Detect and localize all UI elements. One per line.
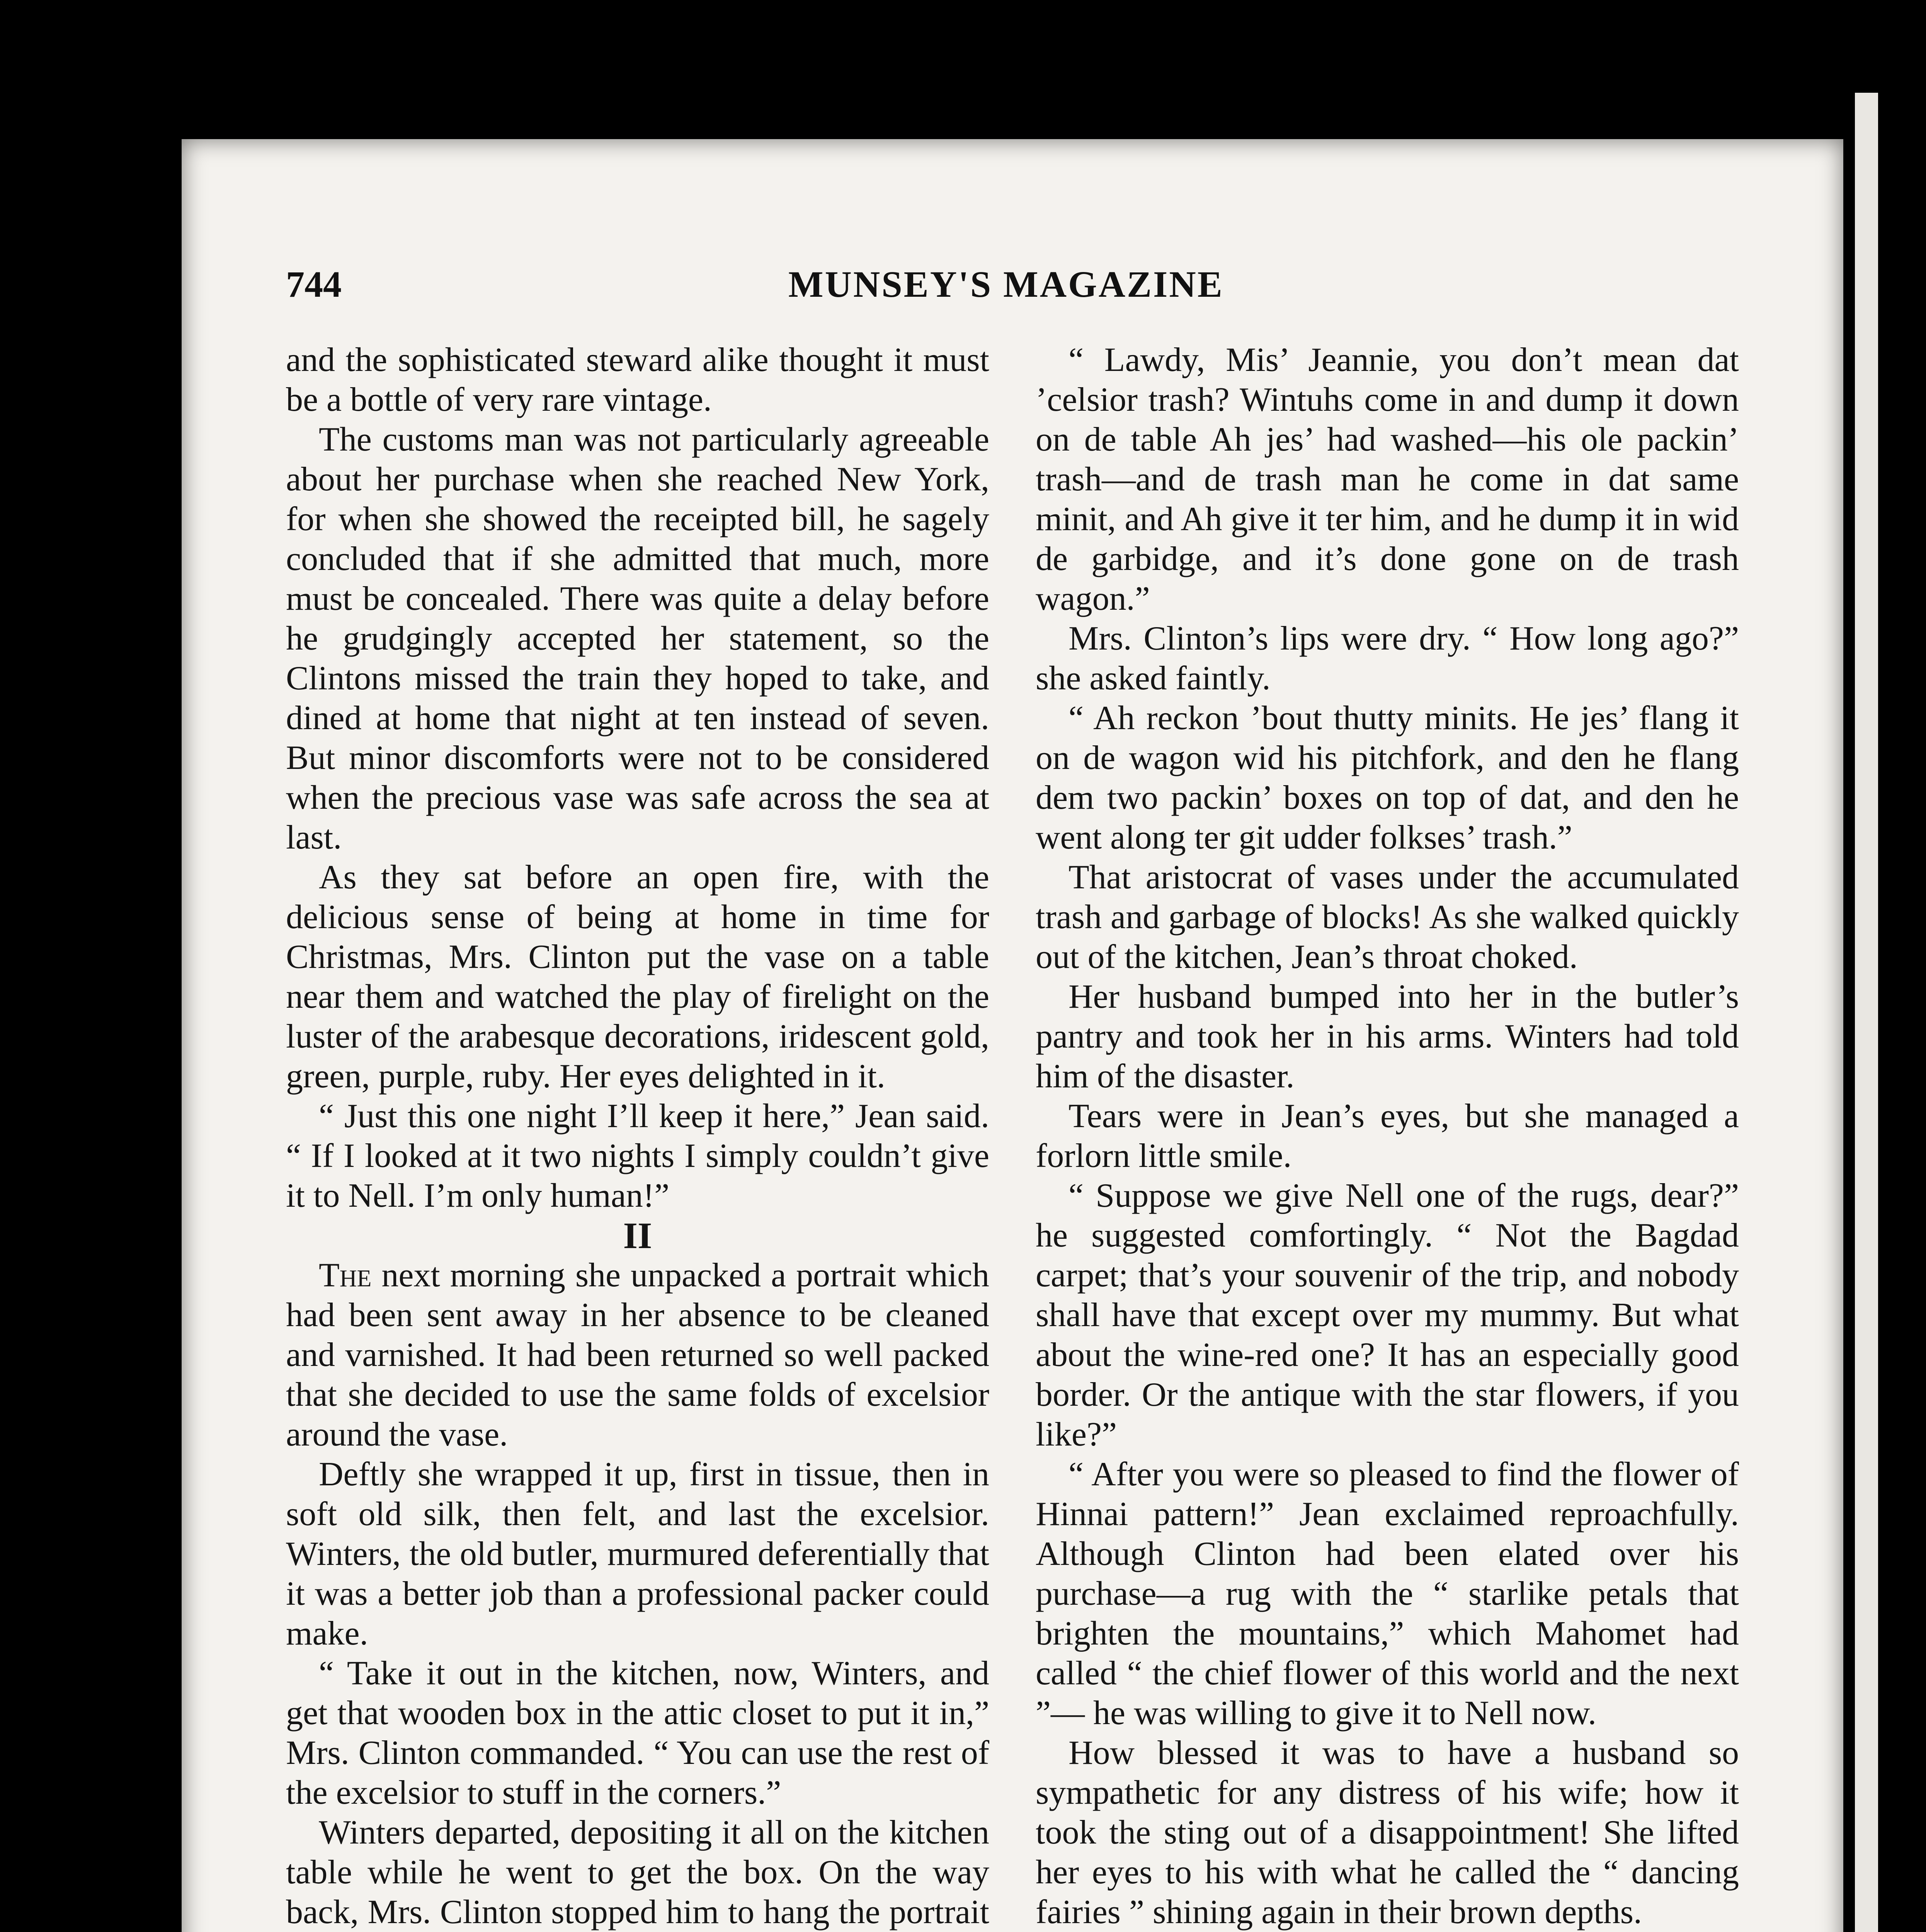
drop-word: The <box>319 1257 372 1294</box>
paragraph: Mrs. Clinton’s lips were dry. “ How long ago?” she asked faintly. <box>1036 620 1739 697</box>
left-column <box>286 340 989 1932</box>
paragraph: “ Suppose we give Nell one of the rugs, dear?” he suggested comfortingly. “ Not the Bagdad carpet; that’s your souvenir of the trip, and nobody shall have that except over my mummy. But what about the wine-red one? It has an especially good border. Or the antique with the star flowers, if you like?” <box>1036 1177 1739 1453</box>
section-heading: II <box>623 1215 652 1256</box>
paragraph: “ Ah reckon ’bout thutty minits. He jes’ flang it on de wagon wid his pitchfork, and den he flang dem two packin’ boxes on top of dat, and den he went along ter git udder folkses’ trash.” <box>1036 699 1739 856</box>
paragraph: “ Take it out in the kitchen, now, Winters, and get that wooden box in the attic closet to put it in,” Mrs. Clinton commanded. “ You can use the rest of the excelsior to stuff in the corners.” <box>286 1655 989 1811</box>
paragraph: Her husband bumped into her in the butler’s pantry and took her in his arms. Winters had told him of the disaster. <box>1036 978 1739 1095</box>
paragraph: The customs man was not particularly agreeable about her purchase when she reached New York, for when she showed the receipted bill, he sagely concluded that if she admitted that much, more must be concealed. There was quite a delay before he grudgingly accepted her statement, so the Clintons missed the train they hoped to take, and dined at home that night at ten instead of seven. But minor discomforts were not to be considered when the precious vase was safe across the sea at last. <box>286 421 989 856</box>
page-number: 744 <box>286 264 342 305</box>
paragraph: Winters departed, depositing it all on the kitchen table while he went to get the box. On the way back, Mrs. Clinton stopped him to hang the portrait <box>286 1814 989 1931</box>
paragraph: Tears were in Jean’s eyes, but she managed a forlorn little smile. <box>1036 1097 1739 1175</box>
paragraph: Deftly she wrapped it up, first in tissue, then in soft old silk, then felt, and last the excelsior. Winters, the old butler, murmured deferentially that it was a better job than a professional packer could make. <box>286 1456 989 1652</box>
paragraph <box>286 1255 989 1454</box>
adjacent-page-edge <box>1855 93 1878 1932</box>
paragraph: That aristocrat of vases under the accumulated trash and garbage of blocks! As she walked quickly out of the kitchen, Jean’s throat choked. <box>1036 859 1739 976</box>
paragraph: As they sat before an open fire, with the delicious sense of being at home in time for Christmas, Mrs. Clinton put the vase on a table near them and watched the play of firelight on the luster of the arabesque decorations, iridescent gold, green, purple, ruby. Her eyes delighted in it. <box>286 859 989 1095</box>
paragraph: How blessed it was to have a husband so sympathetic for any distress of his wife; how it took the sting out of a disappointment! She lifted her eyes to his with what he called the “ dancing fairies ” shining again in their brown depths. <box>1036 1734 1739 1931</box>
paragraph: “ Just this one night I’ll keep it here,” Jean said. “ If I looked at it two nights I simply couldn’t give it to Nell. I’m only human!” <box>286 1097 989 1214</box>
paragraph: and the sophisticated steward alike thought it must be a bottle of very rare vintage. <box>286 341 989 418</box>
paragraph: “ After you were so pleased to find the flower of Hinnai pattern!” Jean exclaimed reproachfully. Although Clinton had been elated over his purchase—a rug with the “ starlike petals that brighten the mountains,” which Mahomet had called “ the chief flower of this world and the next ”— he was willing to give it to Nell now. <box>1036 1456 1739 1732</box>
running-title: MUNSEY'S MAGAZINE <box>788 264 1224 305</box>
paragraph: “ Lawdy, Mis’ Jeannie, you don’t mean dat ’celsior trash? Wintuhs come in and dump it down on de table Ah jes’ had washed—his ole packin’ trash—and de trash man he come in dat same minit, and Ah give it ter him, and he dump it in wid de garbidge, and it’s done gone on de trash wagon.” <box>1036 341 1739 617</box>
right-column <box>1036 340 1739 1932</box>
paragraph-text: next morning she unpacked a portrait which had been sent away in her absence to be cleaned and varnished. It had been returned so well packed that she decided to use the same folds of excelsior around the vase. <box>286 1257 990 1453</box>
page-header <box>286 263 1754 309</box>
